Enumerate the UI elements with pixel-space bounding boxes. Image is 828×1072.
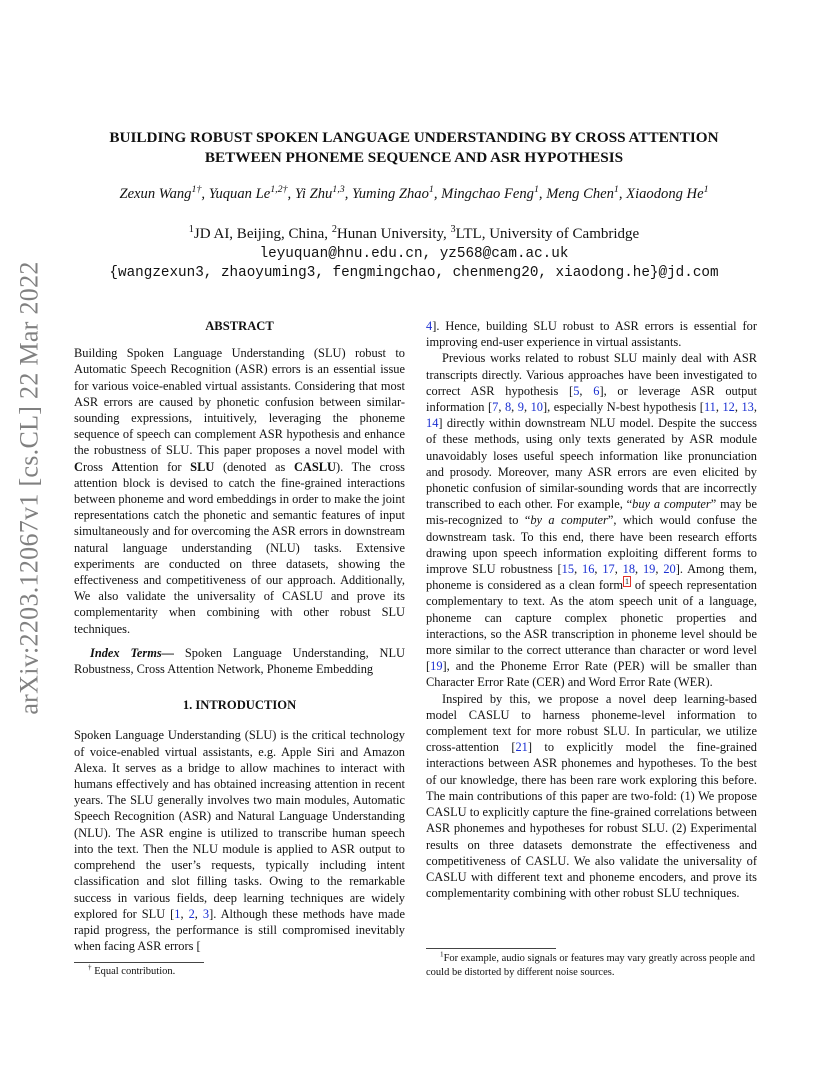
index-terms-label: Index Terms— bbox=[90, 645, 175, 660]
introduction-heading: 1. INTRODUCTION bbox=[182, 698, 297, 713]
author: Yuming Zhao$^1$ bbox=[351, 184, 434, 202]
citation-link[interactable]: 19 bbox=[430, 659, 443, 674]
intro-paragraph-3: Inspired by this, we propose a novel deep learning-based model CASLU to harness phoneme-level information to complement text for more robust SLU. In particular, we utilize cross-attention [21] to explicitly model the fine-grained interactions between ASR phonemes and hypotheses. To the best of our knowledge, there has been rare work exploring this before. The main contributions of this paper are two-fold: (1) We propose CASLU to explicitly capture the fine-grained correlations between ASR phonemes and hypotheses for robust SLU. (2) Experimental results on three datasets demonstrate the effectiveness and competitiveness of CASLU. We also validate the universality of CASLU with different text and phoneme encoders, and prove its complementarity combining with other robust SLU techniques. bbox=[426, 691, 758, 901]
author: Meng Chen$^1$ bbox=[546, 184, 619, 202]
citation-link[interactable]: 11 bbox=[703, 400, 716, 415]
author-list: Zexun Wang$^{1\dagger}$, Yuquan $Le^{1,2\dagger}$, Yi Zhu$^{1,3}$, Yuming Zhao$^1$, Mingchao Feng$^1$, Meng Chen$^1$, Xiaodong He$^1$ bbox=[119, 184, 709, 202]
author-emails bbox=[40, 245, 788, 283]
paper-title bbox=[80, 128, 748, 168]
footnote-divider-right bbox=[426, 948, 556, 949]
intro-paragraph-1: Spoken Language Understanding (SLU) is the critical technology of voice-enabled virtual assistants, e.g. Apple Siri and Amazon Alexa. It serves as a bridge to allow machines to interact with humans effectively and has obtained increasing attention in recent years. The SLU generally involves two main modules, Automatic Speech Recognition (ASR) and Natural Language Understanding (NLU). The ASR engine is utilized to transcribe human speech into the text. Then the NLU module is applied to ASR output to comprehend the user’s requests, typically including intent classification and slot filling tasks. Owing to the remarkable success in various fields, deep learning techniques are widely explored for SLU [1, 2, 3]. Although these methods have made rapid progress, the performance is still compromised inevitably when facing ASR errors [ bbox=[74, 728, 406, 954]
footnote-divider-left bbox=[74, 962, 204, 963]
citation-link[interactable]: 8 bbox=[504, 400, 512, 415]
citation-link[interactable]: 15 bbox=[561, 562, 575, 577]
citation-link[interactable]: 7 bbox=[492, 400, 499, 415]
title-line-2: BETWEEN PHONEME SEQUENCE AND ASR HYPOTHESIS bbox=[204, 149, 624, 166]
citation-link[interactable]: 16 bbox=[582, 562, 595, 577]
email-line-2: {wangzexun3, zhaoyuming3, fengmingchao, chenmeng20, xiaodong.he}@jd.com bbox=[109, 265, 719, 281]
intro-paragraph-2: Previous works related to robust SLU mainly deal with ASR transcripts directly. Various approaches have been investigated to correct ASR hypothesis [5, 6], or leverage ASR output information [7, 8, 9, 10], especially N-best hypothesis [11, 12, 13, 14] directly within downstream NLU model. Despite the success of these methods, using only texts generated by ASR module unavoidably loses useful speech information like pronunciation and prosody. Moreover, many ASR errors are even elicited by phonetic confusion of similar-sounding words that are incorrectly transcribed to each other. For example, “buy a computer” may be mis-recognized to “by a computer”, which would confuse the downstream task. To this end, there have been research efforts drawing upon speech information exploiting different forms to improve SLU robustness [15, 16, 17, 18, 19, 20]. Among them, phoneme is considered as a clean form $^1$ of speech representation complementary to text. As the atom speech unit of a language, phoneme can capture complex phonetic properties and interactions, so the ASR transcription in phoneme level should be more similar to the correct utterance than character or word level [19], and the Phoneme Error Rate (PER) will be smaller than Character Error Rate (CER) and Word Error Rate (WER). bbox=[426, 351, 758, 690]
citation-link[interactable]: 19 bbox=[642, 562, 656, 577]
right-column bbox=[426, 318, 757, 901]
citation-link[interactable]: 20 bbox=[663, 562, 676, 577]
title-line-1: BUILDING ROBUST SPOKEN LANGUAGE UNDERSTANDING BY CROSS ATTENTION bbox=[109, 129, 719, 146]
abstract-body: Building Spoken Language Understanding (SLU) robust to Automatic Speech Recognition (ASR) errors is an essential issue for various voice-enabled virtual assistants. Considering that most ASR errors are caused by phonetic confusion between similar-sounding expressions, intuitively, leveraging the phoneme sequence of speech can complement ASR hypothesis and enhance the robustness of SLU. This paper proposes a novel model with Cross Attention for SLU (denoted as CASLU). The cross attention block is devised to catch the fine-grained interactions between phoneme and word embeddings in order to make the joint representations catch the phonetic and semantic features of input simultaneously and for overcoming the ASR errors in downstream natural language understanding (NLU) tasks. Extensive experiments are conducted on three datasets, showing the effectiveness and competitiveness of our approach. Additionally, We also validate the universality of CASLU and prove its complementarity when combining with other robust SLU techniques. bbox=[74, 346, 406, 636]
citation-link[interactable]: 18 bbox=[622, 562, 636, 577]
citation-link[interactable]: 6 bbox=[593, 383, 600, 398]
citation-link[interactable]: 4 bbox=[426, 319, 433, 333]
citation-link[interactable]: 5 bbox=[573, 383, 580, 398]
citation-link[interactable]: 2 bbox=[188, 906, 195, 921]
author: Zexun Wang$^{1\dagger}$ bbox=[119, 184, 202, 202]
index-terms: Index Terms— Spoken Language Understanding, NLU Robustness, Cross Attention Network, Phoneme Embedding bbox=[74, 645, 405, 677]
footnote-equal-contribution: † Equal contribution. bbox=[88, 963, 176, 977]
author: Mingchao Feng$^1$ bbox=[441, 184, 539, 202]
left-column bbox=[74, 318, 405, 954]
email-line-1: leyuquan@hnu.edu.cn, yz568@cam.ac.uk bbox=[259, 246, 569, 262]
affiliations: $^1$JD AI, Beijing, China, $^2$Hunan University, $^3$LTL, University of Cambridge bbox=[188, 224, 640, 242]
footnote-1: $^1$For example, audio signals or features may vary greatly across people and could be distorted by different noise sources. bbox=[426, 950, 755, 978]
citation-link[interactable]: 3 bbox=[202, 906, 210, 921]
citation-link[interactable]: 17 bbox=[602, 562, 615, 577]
intro-paragraph-1-continued: 4]. Hence, building SLU robust to ASR errors is essential for improving end-user experience in virtual assistants. bbox=[426, 319, 757, 350]
arxiv-identifier-stamp bbox=[12, 261, 48, 715]
author: Xiaodong He$^1$ bbox=[626, 184, 709, 202]
author: Yuquan $Le^{1,2\dagger}$ bbox=[208, 184, 288, 202]
footnote-marker-link[interactable]: 1 bbox=[624, 577, 629, 587]
citation-link[interactable]: 9 bbox=[517, 400, 524, 415]
author: Yi Zhu$^{1,3}$ bbox=[294, 184, 345, 202]
arxiv-stamp-text: arXiv:2203.12067v1 [cs.CL] 22 Mar 2022 bbox=[15, 261, 44, 715]
abstract-heading: ABSTRACT bbox=[205, 319, 274, 333]
citation-link[interactable]: 13 bbox=[741, 400, 754, 415]
citation-link[interactable]: 21 bbox=[515, 740, 528, 755]
citation-link[interactable]: 1 bbox=[174, 906, 181, 921]
citation-link[interactable]: 10 bbox=[530, 400, 543, 415]
citation-link[interactable]: 12 bbox=[722, 400, 735, 415]
citation-link[interactable]: 14 bbox=[426, 416, 439, 431]
